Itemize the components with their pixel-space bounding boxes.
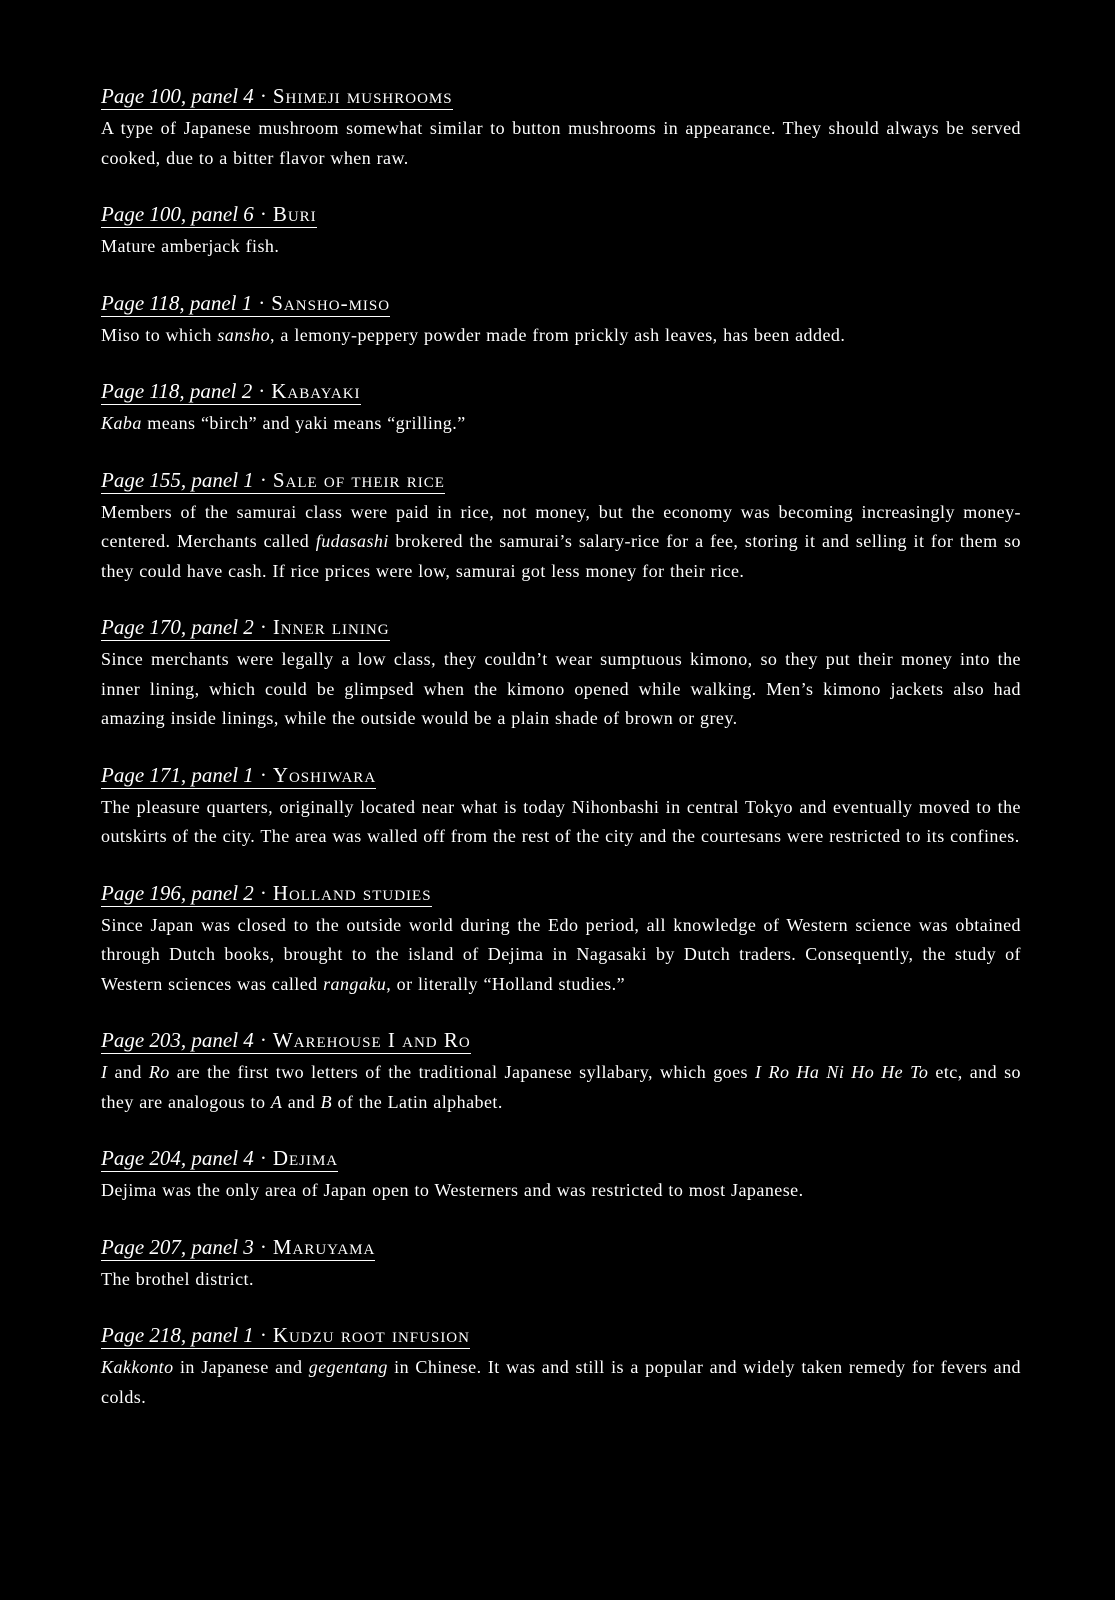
note-page-reference: Page 170, panel 2 [101, 615, 254, 639]
note-entry [101, 202, 1021, 262]
note-text: etc, and so they are analogous to [101, 1062, 1021, 1112]
note-heading [101, 615, 390, 641]
note-page-reference: Page 204, panel 4 [101, 1146, 254, 1170]
note-text: in Chinese. It was and still is a popular and widely taken remedy for fevers and colds. [101, 1357, 1021, 1407]
note-heading [101, 1146, 338, 1172]
note-entry [101, 1235, 1021, 1295]
note-term: Kabayaki [271, 379, 361, 403]
note-entry [101, 763, 1021, 852]
note-description [101, 409, 1021, 439]
note-entry [101, 1323, 1021, 1412]
note-entry [101, 84, 1021, 173]
note-separator: · [259, 762, 267, 787]
note-separator: · [258, 290, 266, 315]
note-description [101, 1176, 1021, 1206]
note-page-reference: Page 171, panel 1 [101, 762, 254, 787]
note-text: Since merchants were legally a low class, they couldn’t wear sumptuous kimono, so they put their money into the inner lining, which could be glimpsed when the kimono opened while walking. Men’s kimono jackets also had amazing inside linings, while the outside would be a plain shade of brown or grey. [101, 649, 1021, 728]
note-italic-term: Kaba [101, 413, 142, 433]
note-page-reference: Page 118, panel 2 [101, 379, 253, 403]
note-text: of the Latin alphabet. [332, 1091, 503, 1112]
note-entry [101, 379, 1021, 439]
note-heading [101, 84, 453, 110]
note-term: Holland studies [272, 880, 432, 905]
note-term: Dejima [272, 1146, 339, 1170]
note-term: Sale of their rice [272, 467, 445, 492]
note-separator: · [259, 1234, 267, 1259]
note-text: Members of the samurai class were paid in rice, not money, but the economy was becoming increasingly money-centered. Merchants called [101, 501, 1021, 551]
note-page-reference: Page 218, panel 1 [101, 1323, 254, 1347]
note-separator: · [258, 379, 266, 403]
note-text: Mature amberjack fish. [101, 236, 280, 256]
note-description [101, 1058, 1021, 1117]
note-entry [101, 615, 1021, 734]
note-text: Dejima was the only area of Japan open to Westerners and was restricted to most Japanese. [101, 1180, 804, 1200]
note-text: means “birch” and yaki means “grilling.” [141, 413, 466, 433]
note-separator: · [259, 615, 267, 639]
note-term: Inner lining [272, 615, 390, 639]
note-term: Shimeji mushrooms [272, 84, 453, 108]
note-entry [101, 1146, 1021, 1206]
note-text: A type of Japanese mushroom somewhat similar to button mushrooms in appearance. They should always be served cooked, due to a bitter flavor when raw. [101, 118, 1021, 168]
note-description [101, 321, 1021, 351]
note-text: in Japanese and [173, 1357, 309, 1377]
note-italic-term: gegentang [308, 1357, 388, 1377]
note-heading [101, 291, 390, 317]
note-italic-term: B [320, 1091, 333, 1112]
note-description [101, 793, 1021, 852]
note-page-reference: Page 196, panel 2 [101, 880, 254, 905]
note-separator: · [259, 202, 267, 226]
note-entry [101, 1028, 1021, 1117]
note-italic-term: sansho [217, 324, 271, 345]
note-italic-term: I [101, 1062, 108, 1082]
note-text: and [282, 1091, 321, 1112]
note-separator: · [259, 1146, 267, 1170]
note-italic-term: Ro [148, 1062, 170, 1082]
note-italic-term: I Ro Ha Ni Ho He To [755, 1062, 929, 1082]
note-heading [101, 1028, 471, 1054]
note-entry [101, 881, 1021, 1000]
note-term: Maruyama [272, 1234, 376, 1259]
note-description [101, 911, 1021, 1000]
note-term: Kudzu root infusion [272, 1323, 470, 1347]
note-page-reference: Page 118, panel 1 [101, 290, 253, 315]
note-entry [101, 291, 1021, 351]
note-italic-term: Kakkonto [101, 1357, 174, 1377]
note-text: The brothel district. [101, 1268, 254, 1289]
note-separator: · [259, 467, 267, 492]
note-description [101, 1265, 1021, 1295]
note-text: Miso to which [101, 324, 218, 345]
note-text: Since Japan was closed to the outside world during the Edo period, all knowledge of Western science was obtained through Dutch books, brought to the island of Dejima in Nagasaki by Dutch traders. Consequently, the study of Western sciences was called [101, 914, 1021, 994]
note-heading [101, 763, 376, 789]
note-term: Buri [272, 202, 317, 226]
note-separator: · [259, 1323, 267, 1347]
note-heading [101, 468, 445, 494]
note-heading [101, 202, 317, 228]
note-heading [101, 1323, 470, 1349]
note-italic-term: A [270, 1091, 283, 1112]
note-text: , a lemony-peppery powder made from prickly ash leaves, has been added. [270, 324, 846, 345]
note-description [101, 114, 1021, 173]
note-term: Yoshiwara [272, 762, 377, 787]
note-page-reference: Page 203, panel 4 [101, 1028, 254, 1052]
note-text: are the first two letters of the traditional Japanese syllabary, which goes [169, 1062, 756, 1082]
note-heading [101, 1235, 375, 1261]
note-description [101, 498, 1021, 587]
note-text: The pleasure quarters, originally located near what is today Nihonbashi in central Tokyo and eventually moved to the outskirts of the city. The area was walled off from the rest of the city and the courtesans were restricted to its confines. [101, 796, 1021, 846]
note-text: brokered the samurai’s salary-rice for a fee, storing it and selling it for them so they could have cash. If rice prices were low, samurai got less money for their rice. [101, 531, 1021, 581]
note-separator: · [259, 84, 267, 108]
note-page-reference: Page 155, panel 1 [101, 467, 254, 492]
note-entry [101, 468, 1021, 587]
note-text: , or literally “Holland studies.” [386, 973, 626, 994]
note-description [101, 1353, 1021, 1412]
note-italic-term: rangaku [323, 973, 387, 994]
note-page-reference: Page 100, panel 6 [101, 202, 254, 226]
note-italic-term: fudasashi [315, 531, 389, 551]
note-page-reference: Page 207, panel 3 [101, 1234, 254, 1259]
note-text: and [107, 1062, 149, 1082]
note-separator: · [259, 880, 267, 905]
note-separator: · [259, 1028, 267, 1052]
note-heading [101, 379, 361, 405]
translation-notes [101, 84, 1021, 1441]
note-description [101, 232, 1021, 262]
note-term: Warehouse I and Ro [272, 1028, 471, 1052]
note-term: Sansho-miso [271, 290, 391, 315]
note-description [101, 645, 1021, 734]
note-heading [101, 881, 432, 907]
note-page-reference: Page 100, panel 4 [101, 84, 254, 108]
